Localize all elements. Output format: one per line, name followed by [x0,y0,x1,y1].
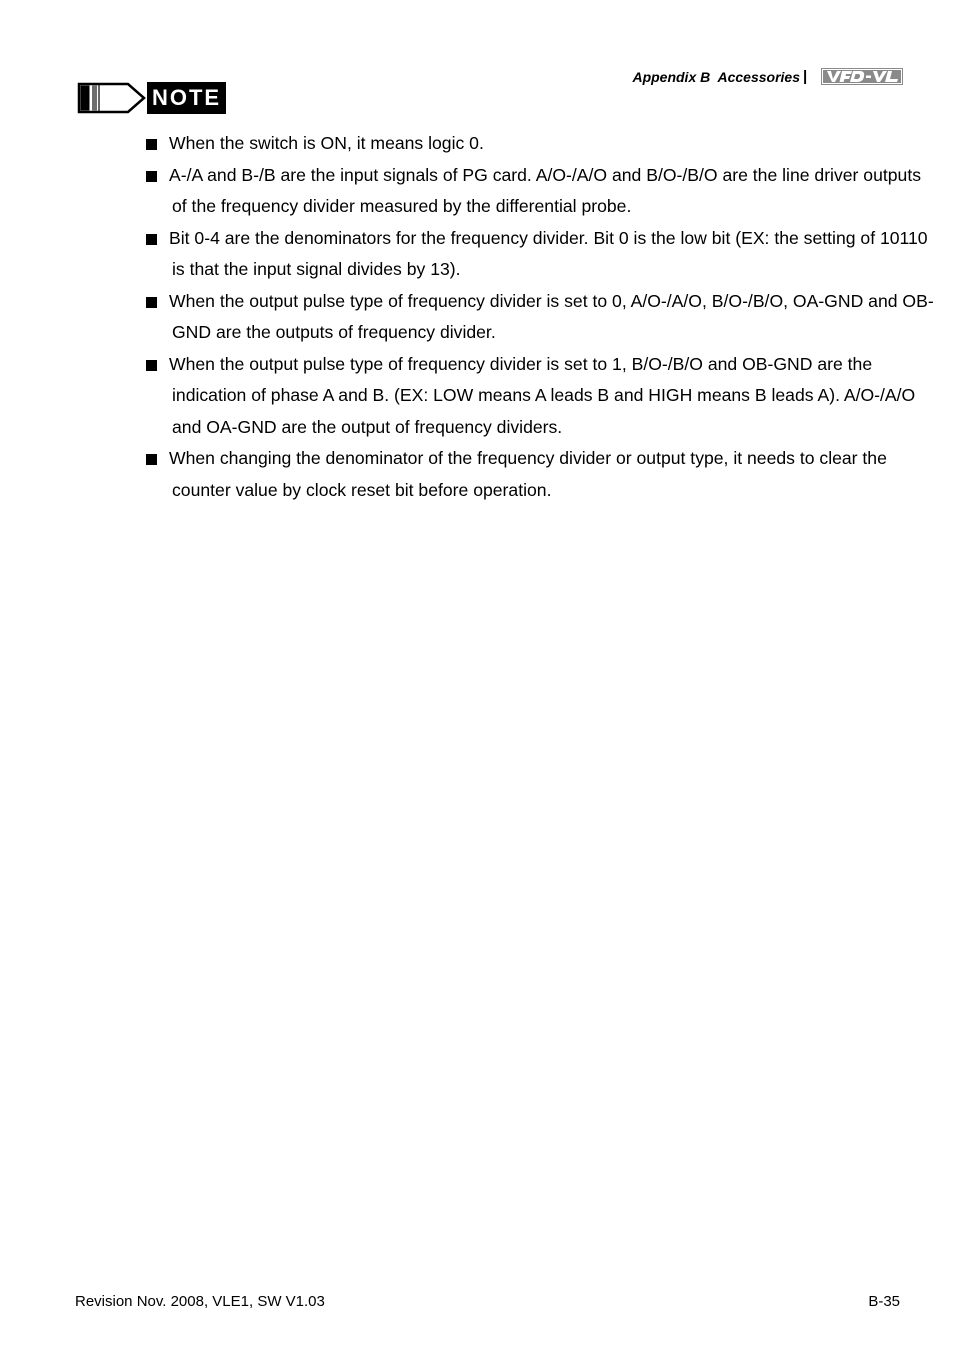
footer-page-number: B-35 [868,1293,900,1310]
list-item-text: When the output pulse type of frequency divider is set to 1, B/O-/B/O and OB-GND are the indication of phase A and B. (EX: LOW means A leads B and HIGH means B leads A). A/O-/A/O and OA-GND are the output of frequency dividers. [169,353,916,437]
list-item-text: Bit 0-4 are the denominators for the frequency divider. Bit 0 is the low bit (EX: the setting of 10110 is that the input signal divides by 13). [169,227,928,279]
list-item-text: When the output pulse type of frequency divider is set to 0, A/O-/A/O, B/O-/B/O, OA-GND and OB-GND are the outputs of frequency divider. [169,290,934,342]
list-item [146,286,936,349]
list-item-text: A-/A and B-/B are the input signals of PG card. A/O-/A/O and B/O-/B/O are the line driver outputs of the frequency divider measured by the differential probe. [169,164,922,216]
square-bullet-icon [146,454,157,465]
footer-revision: Revision Nov. 2008, VLE1, SW V1.03 [75,1293,325,1310]
square-bullet-icon [146,171,157,182]
list-item [146,160,936,223]
square-bullet-icon [146,297,157,308]
list-item-text: When changing the denominator of the frequency divider or output type, it needs to clear the counter value by clock reset bit before operation. [169,448,887,500]
list-item [146,128,936,160]
square-bullet-icon [146,139,157,150]
list-item [146,223,936,286]
note-label: NOTE [147,82,226,114]
vfd-vl-logo [821,68,903,85]
list-item [146,443,936,506]
list-item [146,349,936,444]
note-list [146,128,936,506]
square-bullet-icon [146,234,157,245]
note-arrow-icon [76,80,148,116]
header-separator: | [803,68,808,85]
list-item-text: When the switch is ON, it means logic 0. [169,133,484,153]
header-title: Appendix B Accessories [632,69,800,85]
note-badge [76,80,228,116]
square-bullet-icon [146,360,157,371]
